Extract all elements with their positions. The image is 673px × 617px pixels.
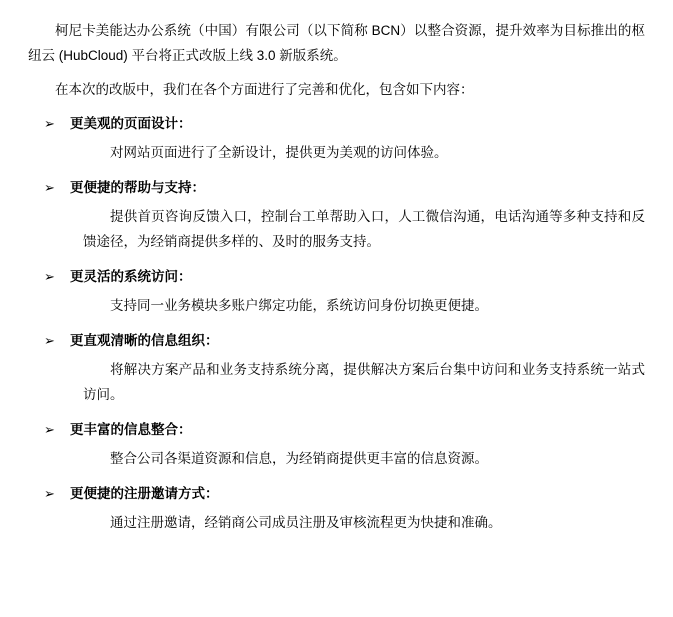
arrow-bullet-icon: ➢ — [44, 486, 55, 501]
section-heading-row — [28, 264, 645, 289]
intro-paragraph-1: 柯尼卡美能达办公系统（中国）有限公司（以下简称 BCN）以整合资源，提升效率为目标推出的枢纽云 (HubCloud) 平台将正式改版上线 3.0 新版系统。 — [28, 23, 645, 63]
arrow-bullet-icon: ➢ — [44, 333, 55, 348]
section-registration-invitation — [28, 481, 645, 535]
section-heading-row — [28, 417, 645, 442]
section-body: 对网站页面进行了全新设计，提供更为美观的访问体验。 — [110, 145, 448, 160]
section-heading-row — [28, 175, 645, 200]
section-body: 通过注册邀请，经销商公司成员注册及审核流程更为快捷和准确。 — [110, 515, 502, 530]
arrow-bullet-icon: ➢ — [44, 269, 55, 284]
section-heading: 更直观清晰的信息组织： — [70, 333, 219, 348]
section-heading: 更便捷的帮助与支持： — [70, 180, 205, 195]
intro-paragraph-2: 在本次的改版中，我们在各个方面进行了完善和优化，包含如下内容： — [55, 82, 474, 97]
section-body: 将解决方案产品和业务支持系统分离，提供解决方案后台集中访问和业务支持系统一站式访问。 — [83, 362, 645, 402]
section-body: 整合公司各渠道资源和信息，为经销商提供更丰富的信息资源。 — [110, 451, 488, 466]
section-heading: 更丰富的信息整合： — [70, 422, 192, 437]
section-body: 支持同一业务模块多账户绑定功能，系统访问身份切换更便捷。 — [110, 298, 488, 313]
section-heading: 更灵活的系统访问： — [70, 269, 192, 284]
section-system-access — [28, 264, 645, 318]
section-information-integration — [28, 417, 645, 471]
section-heading: 更美观的页面设计： — [70, 116, 192, 131]
section-heading-row — [28, 111, 645, 136]
section-help-support — [28, 175, 645, 254]
arrow-bullet-icon: ➢ — [44, 116, 55, 131]
section-information-organization — [28, 328, 645, 407]
arrow-bullet-icon: ➢ — [44, 422, 55, 437]
arrow-bullet-icon: ➢ — [44, 180, 55, 195]
section-page-design — [28, 111, 645, 165]
section-heading-row — [28, 481, 645, 506]
section-heading-row — [28, 328, 645, 353]
section-body: 提供首页咨询反馈入口，控制台工单帮助入口，人工微信沟通，电话沟通等多种支持和反馈途径，为经销商提供多样的、及时的服务支持。 — [83, 209, 645, 249]
section-heading: 更便捷的注册邀请方式： — [70, 486, 219, 501]
